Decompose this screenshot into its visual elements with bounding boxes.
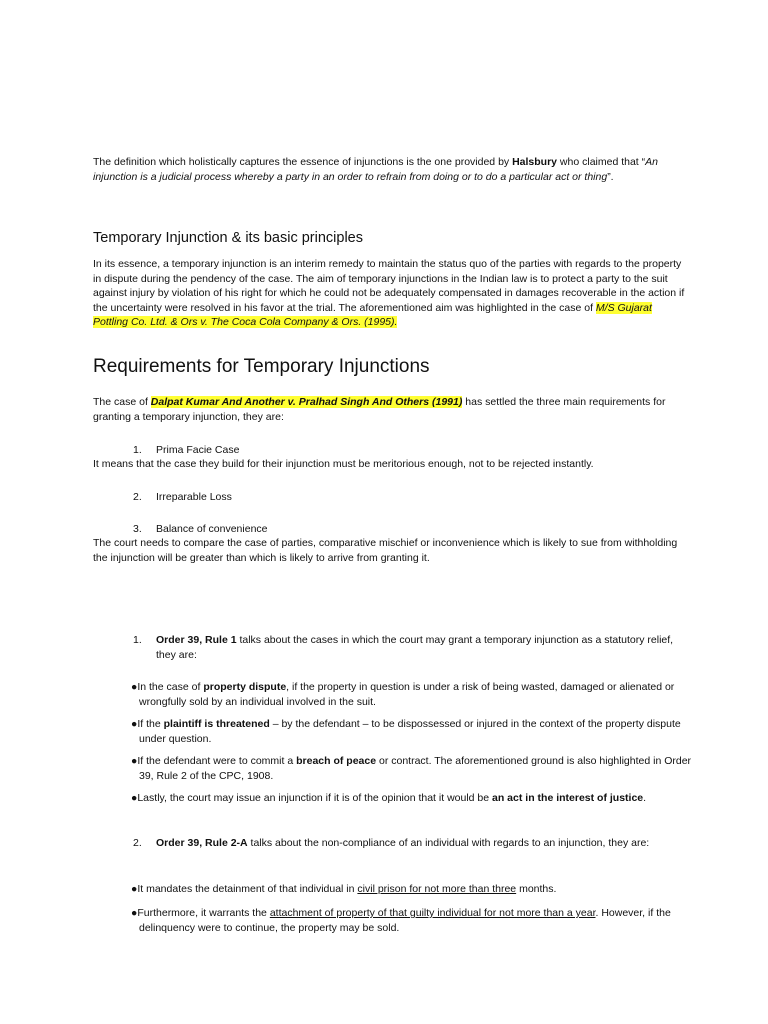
requirement-label: Irreparable Loss <box>156 491 232 503</box>
requirement-number: 1. <box>133 444 142 456</box>
bullet-text: It mandates the detainment of that individual in <box>137 883 358 895</box>
order-39-rule-1-title: Order 39, Rule 1 <box>156 634 237 646</box>
halsbury-name: Halsbury <box>512 156 558 168</box>
bullet-icon: ● <box>131 755 138 767</box>
bullet-text: In the case of <box>137 681 204 693</box>
bullet-item <box>131 680 693 709</box>
bullet-icon: ● <box>131 681 138 693</box>
requirement-3-description: The court needs to compare the case of parties, comparative mischief or inconvenience which is likely to sue from withholding the injunction will be greater than which is likely to arrive from granting it. <box>93 537 678 564</box>
order-39-rule-2a <box>133 836 685 851</box>
bullet-item <box>131 791 693 806</box>
intro-paragraph <box>93 155 685 184</box>
temp-para-text: In its essence, a temporary injunction is an interim remedy to maintain the status quo of the parties with regards to the property in dispute during the pendency of the case. The aim of temporary injunctions in the Indian law is to protect a party to the suit against injury by violation of his right for which he could not be adequately compensated in damages recoverable in the action if the uncertainty were resolved in his favor at the trial. The aforementioned aim was highlighted in the case of <box>93 258 685 314</box>
order-39-rule-2a-title: Order 39, Rule 2-A <box>156 837 248 849</box>
bullet-underlined: attachment of property of that guilty individual for not more than a year <box>269 907 596 919</box>
bullet-text: – by the defendant – to be dispossessed or injured in the context of the property dispute under question. <box>139 718 681 745</box>
bullet-text: or contract. The aforementioned ground is also highlighted in Order 39, Rule 2 of the CPC, 1908. <box>139 755 692 782</box>
dalpat-kumar-case: Dalpat Kumar And Another v. Pralhad Singh And Others (1991) <box>150 396 463 408</box>
heading-requirements: Requirements for Temporary Injunctions <box>93 356 430 377</box>
bullet-icon: ● <box>131 907 138 919</box>
intro-text: The definition which holistically captures the essence of injunctions is the one provided by <box>93 156 513 168</box>
halsbury-quote: An injunction is a judicial process whereby a party in an order to refrain from doing or to do a particular act or thing <box>93 156 658 183</box>
bullet-text: Furthermore, it warrants the <box>137 907 270 919</box>
section-number: 1. <box>133 634 142 646</box>
bullet-bold: breach of peace <box>296 755 377 767</box>
bullet-item <box>131 754 693 783</box>
bullet-text: , if the property in question is under a risk of being wasted, damaged or alienated or wrongfully sold by an individual involved in the suit. <box>139 681 675 708</box>
bullet-item <box>131 906 693 935</box>
bullet-underlined: civil prison for not more than three <box>357 883 517 895</box>
temporary-injunction-paragraph <box>93 257 685 330</box>
bullet-item <box>131 717 693 746</box>
requirements-paragraph <box>93 395 685 424</box>
bullet-item <box>131 882 693 897</box>
bullet-text: Lastly, the court may issue an injunction if it is of the opinion that it would be <box>137 792 493 804</box>
intro-text-2: who claimed that “ <box>557 156 646 168</box>
intro-text-3: ”. <box>607 170 614 183</box>
requirement-label: Prima Facie Case <box>156 444 240 456</box>
bullet-bold: plaintiff is threatened <box>163 718 270 730</box>
requirement-1-description: It means that the case they build for their injunction must be meritorious enough, not to be rejected instantly. <box>93 458 594 470</box>
requirement-number: 2. <box>133 491 142 503</box>
bullet-icon: ● <box>131 883 138 895</box>
bullet-text: If the defendant were to commit a <box>137 755 297 767</box>
gujarat-bottling-case: M/S Gujarat Pottling Co. Ltd. & Ors v. The Coca Cola Company & Ors. (1995). <box>93 301 652 328</box>
bullet-bold: property dispute <box>203 681 287 693</box>
bullet-bold: an act in the interest of justice <box>492 792 644 804</box>
heading-temporary-injunction: Temporary Injunction & its basic principles <box>93 230 363 246</box>
bullet-icon: ● <box>131 718 138 730</box>
order-39-rule-1-text: talks about the cases in which the court may grant a temporary injunction as a statutory relief, they are: <box>156 634 674 661</box>
req-para-pre: The case of <box>93 396 151 408</box>
req-para-post: has settled the three main requirements for granting a temporary injunction, they are: <box>93 396 666 423</box>
order-39-rule-1 <box>133 633 685 662</box>
bullet-icon: ● <box>131 792 138 804</box>
section-number: 2. <box>133 837 142 849</box>
order-39-rule-2a-text: talks about the non-compliance of an individual with regards to an injunction, they are: <box>247 837 650 849</box>
requirement-label: Balance of convenience <box>156 523 268 535</box>
bullet-text: . <box>643 792 647 804</box>
bullet-text: months. <box>516 883 557 895</box>
bullet-text: If the <box>137 718 164 730</box>
bullet-text: . However, if the delinquency were to continue, the property may be sold. <box>139 907 671 934</box>
requirement-number: 3. <box>133 523 142 535</box>
